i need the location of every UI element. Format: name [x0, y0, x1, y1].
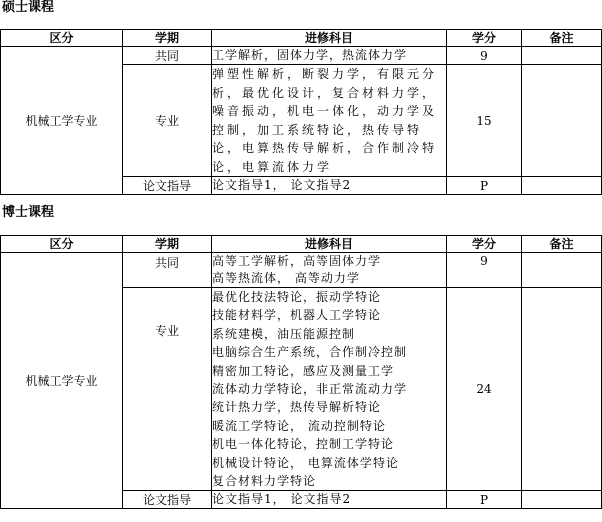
subjects-cell [212, 288, 447, 491]
subjects-cell [212, 177, 447, 195]
credit-cell: P [447, 491, 522, 509]
credit-cell: P [447, 177, 522, 195]
subject-line: 控制，加工系统特论，热传导特 [212, 122, 423, 137]
credit-cell: 24 [447, 288, 522, 491]
subject-line: 复合材料力学特论 [212, 474, 317, 489]
term-cell: 论文指导 [123, 177, 212, 195]
category-cell: 机械工学专业 [1, 47, 123, 195]
header-category: 区分 [1, 236, 123, 253]
subject-line: 流体动力学特论，非正常流动力学 [212, 382, 408, 397]
header-note: 备注 [522, 236, 602, 253]
header-note: 备注 [522, 30, 602, 47]
table-row [1, 47, 602, 65]
subject-line: 弹塑性解析，断裂力学，有限元分 [212, 67, 438, 81]
category-cell: 机械工学专业 [1, 253, 123, 509]
term-cell: 论文指导 [123, 491, 212, 509]
term-cell: 共同 [123, 47, 212, 65]
subject-line: 高等工学解析，高等固体力学 [212, 254, 382, 268]
doctor-course-table [0, 235, 602, 509]
subject-line: 精密加工特论，感应及测量工学 [212, 363, 395, 378]
subjects-cell [212, 253, 447, 288]
subject-line: 论，电算热传导解析，合作制冷特 [212, 141, 438, 155]
term-cell: 专业 [123, 288, 212, 491]
subject-line: 论文指导1， 论文指导2 [212, 178, 352, 192]
subject-line: 机械设计特论， 电算流体学特论 [212, 455, 399, 470]
subject-line: 噪音振动，机电一体化，动力学及 [212, 104, 438, 118]
subject-line: 机电一体化特论，控制工学特论 [212, 437, 395, 452]
subject-line: 高等热流体， 高等动力学 [212, 271, 360, 285]
subject-line: 电脑综合生产系统，合作制冷控制 [212, 345, 408, 360]
note-cell [522, 47, 602, 65]
master-course-table [0, 29, 602, 195]
note-cell [522, 177, 602, 195]
term-cell: 专业 [123, 65, 212, 177]
subject-line: 论，电算流体力学 [212, 159, 333, 174]
subject-line: 最优化技法特论，振动学特论 [212, 290, 382, 304]
subject-line: 析，最优化设计，复合材料力学， [212, 85, 438, 100]
subject-line: 暖流工学特论， 流动控制特论 [212, 418, 386, 433]
header-subjects: 进修科目 [212, 30, 447, 47]
credit-cell: 9 [447, 47, 522, 65]
table-row [1, 253, 602, 288]
table-header-row [1, 30, 602, 47]
section-title-master: 硕士课程 [2, 0, 55, 15]
subjects-cell [212, 491, 447, 509]
header-category: 区分 [1, 30, 123, 47]
header-credit: 学分 [447, 30, 522, 47]
subjects-cell [212, 47, 447, 65]
subject-line: 论文指导1， 论文指导2 [212, 492, 352, 507]
subjects-cell [212, 65, 447, 177]
header-subjects: 进修科目 [212, 236, 447, 253]
note-cell [522, 65, 602, 177]
note-cell [522, 288, 602, 491]
header-term: 学期 [123, 236, 212, 253]
note-cell [522, 253, 602, 288]
note-cell [522, 491, 602, 509]
section-title-doctor: 博士课程 [2, 205, 55, 220]
header-credit: 学分 [447, 236, 522, 253]
table-header-row [1, 236, 602, 253]
subject-line: 系统建模，油压能源控制 [212, 326, 356, 341]
subject-line: 统计热力学，热传导解析特论 [212, 400, 382, 415]
credit-cell: 15 [447, 65, 522, 177]
subject-line: 技能材料学，机器人工学特论 [212, 308, 382, 323]
subject-line: 工学解析，固体力学，热流体力学 [212, 48, 408, 62]
term-cell: 共同 [123, 253, 212, 288]
credit-cell: 9 [447, 253, 522, 288]
header-term: 学期 [123, 30, 212, 47]
